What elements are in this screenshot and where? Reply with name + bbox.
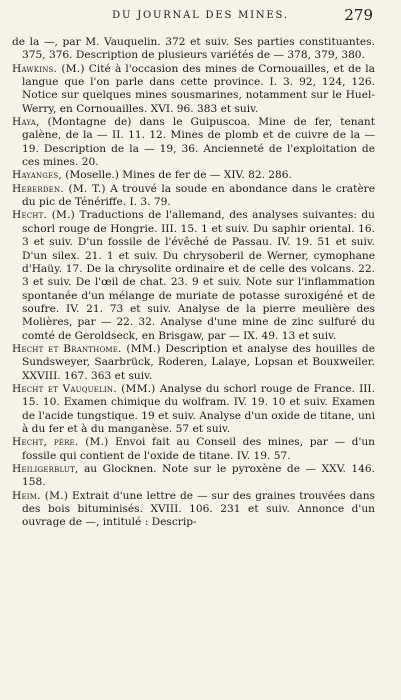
page-header xyxy=(0,4,401,28)
entry-head: Hawkins. (M.) xyxy=(12,62,85,75)
entry-text: (Montagne de) dans le Guipuscoa. Mine de fer, tenant galène, de la — II. 11. 12. Mines de plomb et de cuivre de la — 19. Description de la — 19, 36. Ancienneté de l'exploitation de ces mines. 20. xyxy=(22,116,375,169)
entry-text: (Moselle.) Mines de fer de — XIV. 82. 286. xyxy=(61,169,292,182)
entry-head: Hecht, père. (M.) xyxy=(12,436,109,449)
index-entry xyxy=(12,343,375,383)
entry-text: Envoi fait au Conseil des mines, par — d'un fossile qui contient de l'oxide de titane. IV. 19. 57. xyxy=(22,436,375,462)
index-entry xyxy=(12,36,375,63)
index-entry xyxy=(12,116,375,169)
index-entries xyxy=(12,36,375,530)
entry-head: Heberden. (M. T.) xyxy=(12,182,106,195)
page-number: 279 xyxy=(344,6,373,24)
entry-head: Hecht et Vauquelin. (MM.) xyxy=(12,382,156,395)
entry-head: Hayanges, xyxy=(12,169,62,182)
index-entry xyxy=(12,436,375,463)
entry-head: Haya, xyxy=(12,116,40,129)
entry-text: Description et analyse des houilles de Sundsweyer, Saarbrück, Roderen, Lalaye, Lopsan et Bouxweiler. XXVIII. 167. 363 et suiv. xyxy=(22,342,375,382)
entry-text: au Glocknen. Note sur le pyroxène de — XXV. 146. 158. xyxy=(22,463,375,489)
index-entry xyxy=(12,383,375,436)
entry-text: de la —, par M. Vauquelin. 372 et suiv. Ses parties constituantes. 375, 376. Description de plusieurs variétés de — 378, 379, 380. xyxy=(12,36,375,62)
entry-head: Heiligerblut, xyxy=(12,463,79,475)
index-entry xyxy=(12,463,375,490)
index-entry xyxy=(12,490,375,530)
entry-text: Analyse du schorl rouge de France. III. 15. 10. Examen chimique du wolfram. IV. 19. 10 et suiv. Examen de l'acide tungstique. 19 et suiv. Analyse d'un oxide de titane, uni à du fer et à du manganèse. 57 et suiv. xyxy=(22,382,375,435)
index-entry xyxy=(12,63,375,116)
entry-text: Extrait d'une lettre de — sur des graines trouvées dans des bois bituminisés. XVIII. 106. 231 et suiv. Annonce d'un ouvrage de —, intitulé : Descrip- xyxy=(22,489,375,529)
index-entry xyxy=(12,183,375,210)
entry-head: Hecht et Branthome. (MM.) xyxy=(12,342,161,355)
entry-text: Cité à l'occasion des mines de Cornouailles, et de la langue que l'on parle dans cette province. I. 3. 92, 124, 126. Notice sur quelques mines sousmarines, notamment sur le Huel-Werry, en Cornouailles. XVI. 96. 383 et suiv. xyxy=(22,62,375,115)
index-entry xyxy=(12,209,375,342)
entry-text: A trouvé la soude en abondance dans le cratère du pic de Ténériffe. I. 3. 79. xyxy=(22,182,375,209)
index-entry xyxy=(12,169,375,182)
entry-text: Traductions de l'allemand, des analyses suivantes: du schorl rouge de Hongrie. III. 15. 1 et suiv. Du saphir oriental. 16. 3 et suiv. D'un fossile de l'évêché de Passau. IV. 19. 51 et suiv. D'un silex. 21. 1 et suiv. Du chrysoberil de Werner, cymophane d'Haüy. 17. De la chrysolite ordinaire et de celle des volcans. 22. 3 et suiv. De l'œil de chat. 23. 9 et suiv. Note sur l'inflammation spontanée d'un mélange de muriate de potasse suroxigéné et de soufre. IV. 21. 73 et suiv. Analyse de la pierre meulière des Molières, par — 22. 32. Analyse d'une mine de zinc sulfuré du comté de Geroldseck, en Brisgaw, par — IX. 49. 13 et suiv. xyxy=(22,209,375,342)
entry-head: Heim. (M.) xyxy=(12,489,69,502)
entry-head: Hecht. (M.) xyxy=(12,209,75,222)
running-title: DU JOURNAL DES MINES. xyxy=(112,10,289,21)
